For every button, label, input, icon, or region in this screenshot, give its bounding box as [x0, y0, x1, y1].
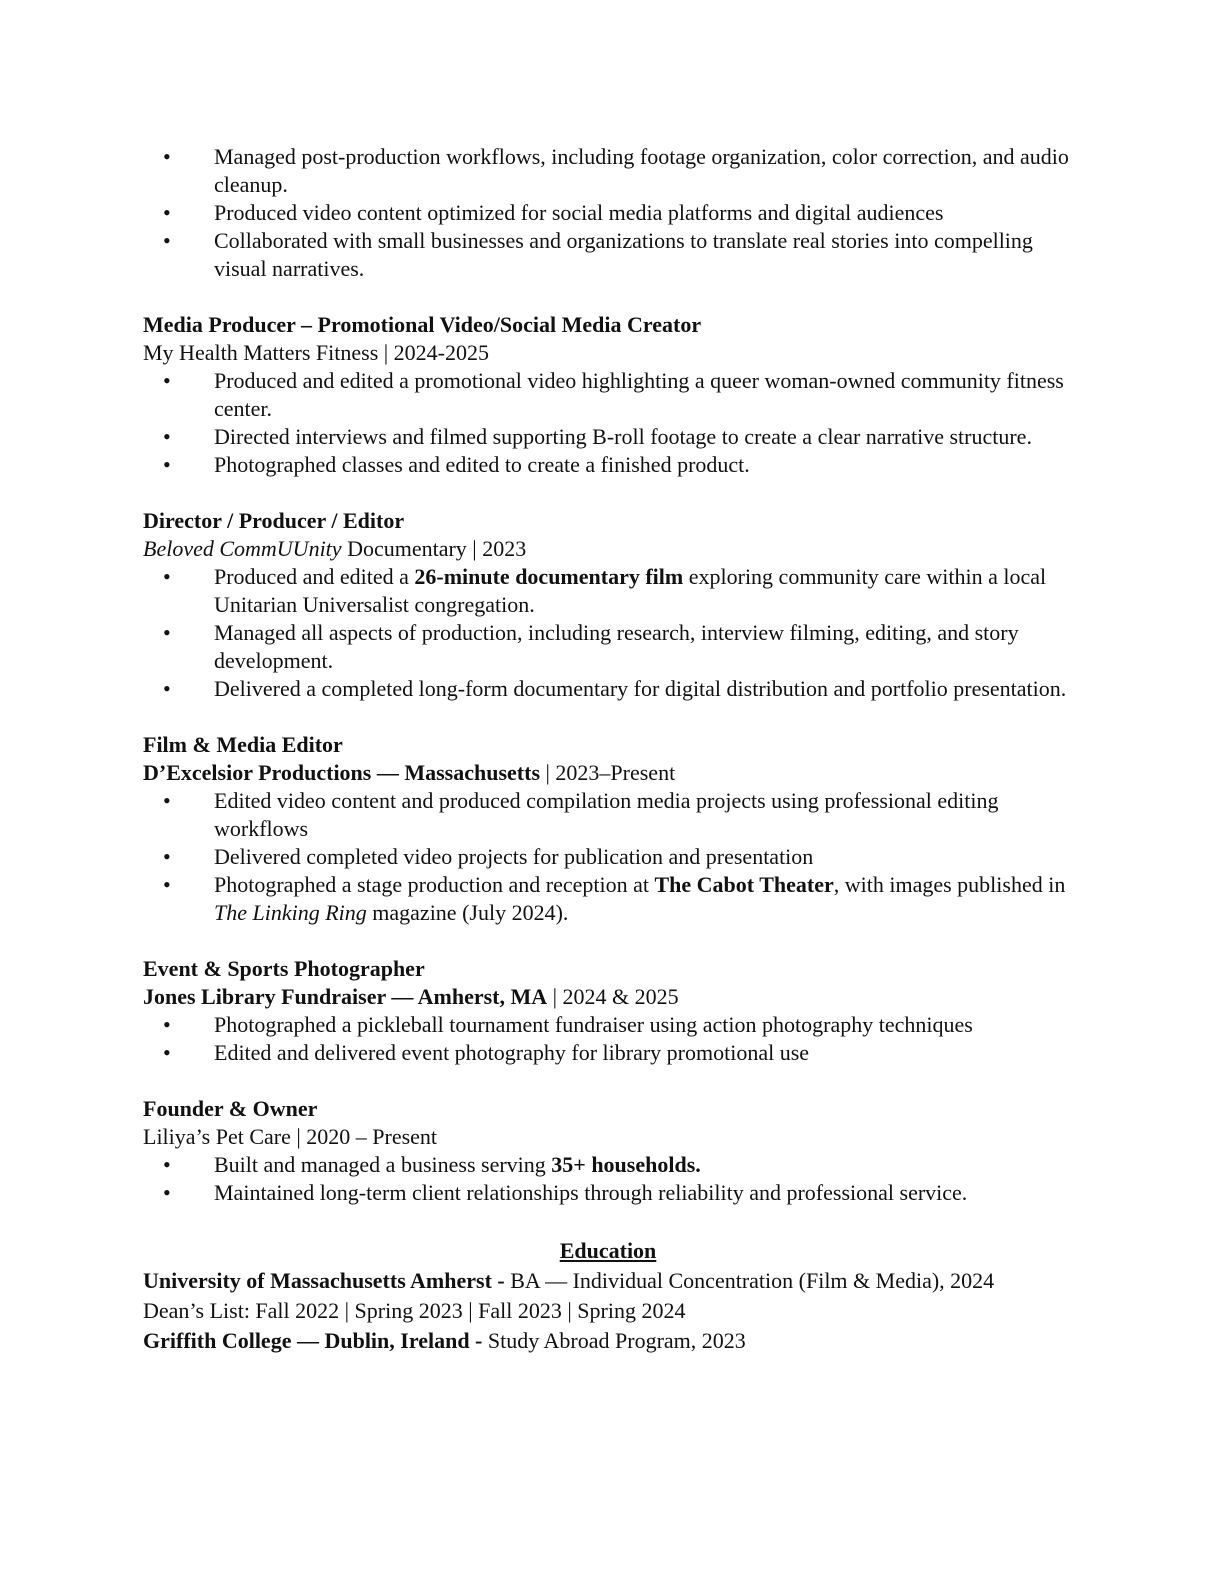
- org-dates: | 2024 & 2025: [547, 984, 679, 1009]
- bullet-text: Produced and edited a: [214, 564, 415, 589]
- list-item: [143, 871, 1073, 927]
- org-dates: | 2023–Present: [540, 760, 676, 785]
- list-item: • Produced and edited a promotional video highlighting a queer woman-owned community fitness center.: [143, 367, 1073, 423]
- job-title: Event & Sports Photographer: [143, 956, 425, 981]
- school-name: University of Massachusetts Amherst -: [143, 1268, 505, 1293]
- list-item: [143, 563, 1073, 619]
- job-bullets: [143, 787, 1073, 927]
- education-deans-list: Dean’s List: Fall 2022 | Spring 2023 | Fall 2023 | Spring 2024: [143, 1298, 686, 1323]
- resume-content: [143, 143, 1073, 1356]
- list-item: • Delivered a completed long-form documentary for digital distribution and portfolio presentation.: [143, 675, 1073, 703]
- list-item: • Managed post-production workflows, including footage organization, color correction, and audio cleanup.: [143, 143, 1073, 199]
- job-director-producer-editor: [143, 507, 1073, 703]
- job-organization: [143, 759, 1073, 787]
- job-bullets: [143, 1151, 1073, 1207]
- bullet-emphasis: The Cabot Theater: [654, 872, 834, 897]
- job-founder-owner: [143, 1095, 1073, 1207]
- job-organization: Liliya’s Pet Care | 2020 – Present: [143, 1124, 438, 1149]
- org-name: D’Excelsior Productions — Massachusetts: [143, 760, 541, 785]
- list-item: [143, 1151, 1073, 1179]
- job-bullets: [143, 1011, 1073, 1067]
- job-title: Director / Producer / Editor: [143, 508, 405, 533]
- job-title: Film & Media Editor: [143, 732, 343, 757]
- list-item: • Directed interviews and filmed supporting B-roll footage to create a clear narrative structure.: [143, 423, 1073, 451]
- list-item: • Managed all aspects of production, including research, interview filming, editing, and story development.: [143, 619, 1073, 675]
- publication-name: The Linking Ring: [214, 900, 367, 925]
- job-organization: [143, 983, 1073, 1011]
- job-title: Media Producer – Promotional Video/Social Media Creator: [143, 312, 702, 337]
- list-item: • Produced video content optimized for social media platforms and digital audiences: [143, 199, 1073, 227]
- job-event-sports-photographer: [143, 955, 1073, 1067]
- bullet-emphasis: 35+ households.: [551, 1152, 701, 1177]
- job-media-producer: [143, 311, 1073, 479]
- education-university: [143, 1266, 1073, 1296]
- education-study-abroad: [143, 1326, 1073, 1356]
- bullet-text: magazine (July 2024).: [366, 900, 569, 925]
- project-meta: Documentary | 2023: [341, 536, 527, 561]
- education-heading: Education: [559, 1238, 657, 1263]
- org-name: Jones Library Fundraiser — Amherst, MA: [143, 984, 548, 1009]
- job-bullets: [143, 367, 1073, 479]
- list-item: • Edited video content and produced compilation media projects using professional editing workflows: [143, 787, 1073, 843]
- bullet-text: Built and managed a business serving: [214, 1152, 552, 1177]
- project-name: Beloved CommUUnity: [143, 536, 342, 561]
- job-title: Founder & Owner: [143, 1096, 318, 1121]
- list-item: • Edited and delivered event photography for library promotional use: [143, 1039, 1073, 1067]
- list-item: • Collaborated with small businesses and organizations to translate real stories into compelling visual narratives.: [143, 227, 1073, 283]
- job-organization: My Health Matters Fitness | 2024-2025: [143, 340, 489, 365]
- list-item: • Photographed a pickleball tournament fundraiser using action photography techniques: [143, 1011, 1073, 1039]
- job-organization: [143, 535, 1073, 563]
- list-item: • Photographed classes and edited to create a finished product.: [143, 451, 1073, 479]
- list-item: • Maintained long-term client relationships through reliability and professional service.: [143, 1179, 1073, 1207]
- program-info: Study Abroad Program, 2023: [482, 1328, 746, 1353]
- bullet-text: Photographed a stage production and reception at: [214, 872, 655, 897]
- bullet-text: , with images published in: [833, 872, 1066, 897]
- degree-info: BA — Individual Concentration (Film & Media), 2024: [504, 1268, 995, 1293]
- job-bullets: [143, 563, 1073, 703]
- list-item: • Delivered completed video projects for publication and presentation: [143, 843, 1073, 871]
- bullet-emphasis: 26-minute documentary film: [414, 564, 684, 589]
- bullet-text: exploring community care within a local Unitarian Universalist congregation.: [214, 564, 1047, 617]
- previous-job-bullets: [143, 143, 1073, 283]
- school-name: Griffith College — Dublin, Ireland -: [143, 1328, 483, 1353]
- job-film-media-editor: [143, 731, 1073, 927]
